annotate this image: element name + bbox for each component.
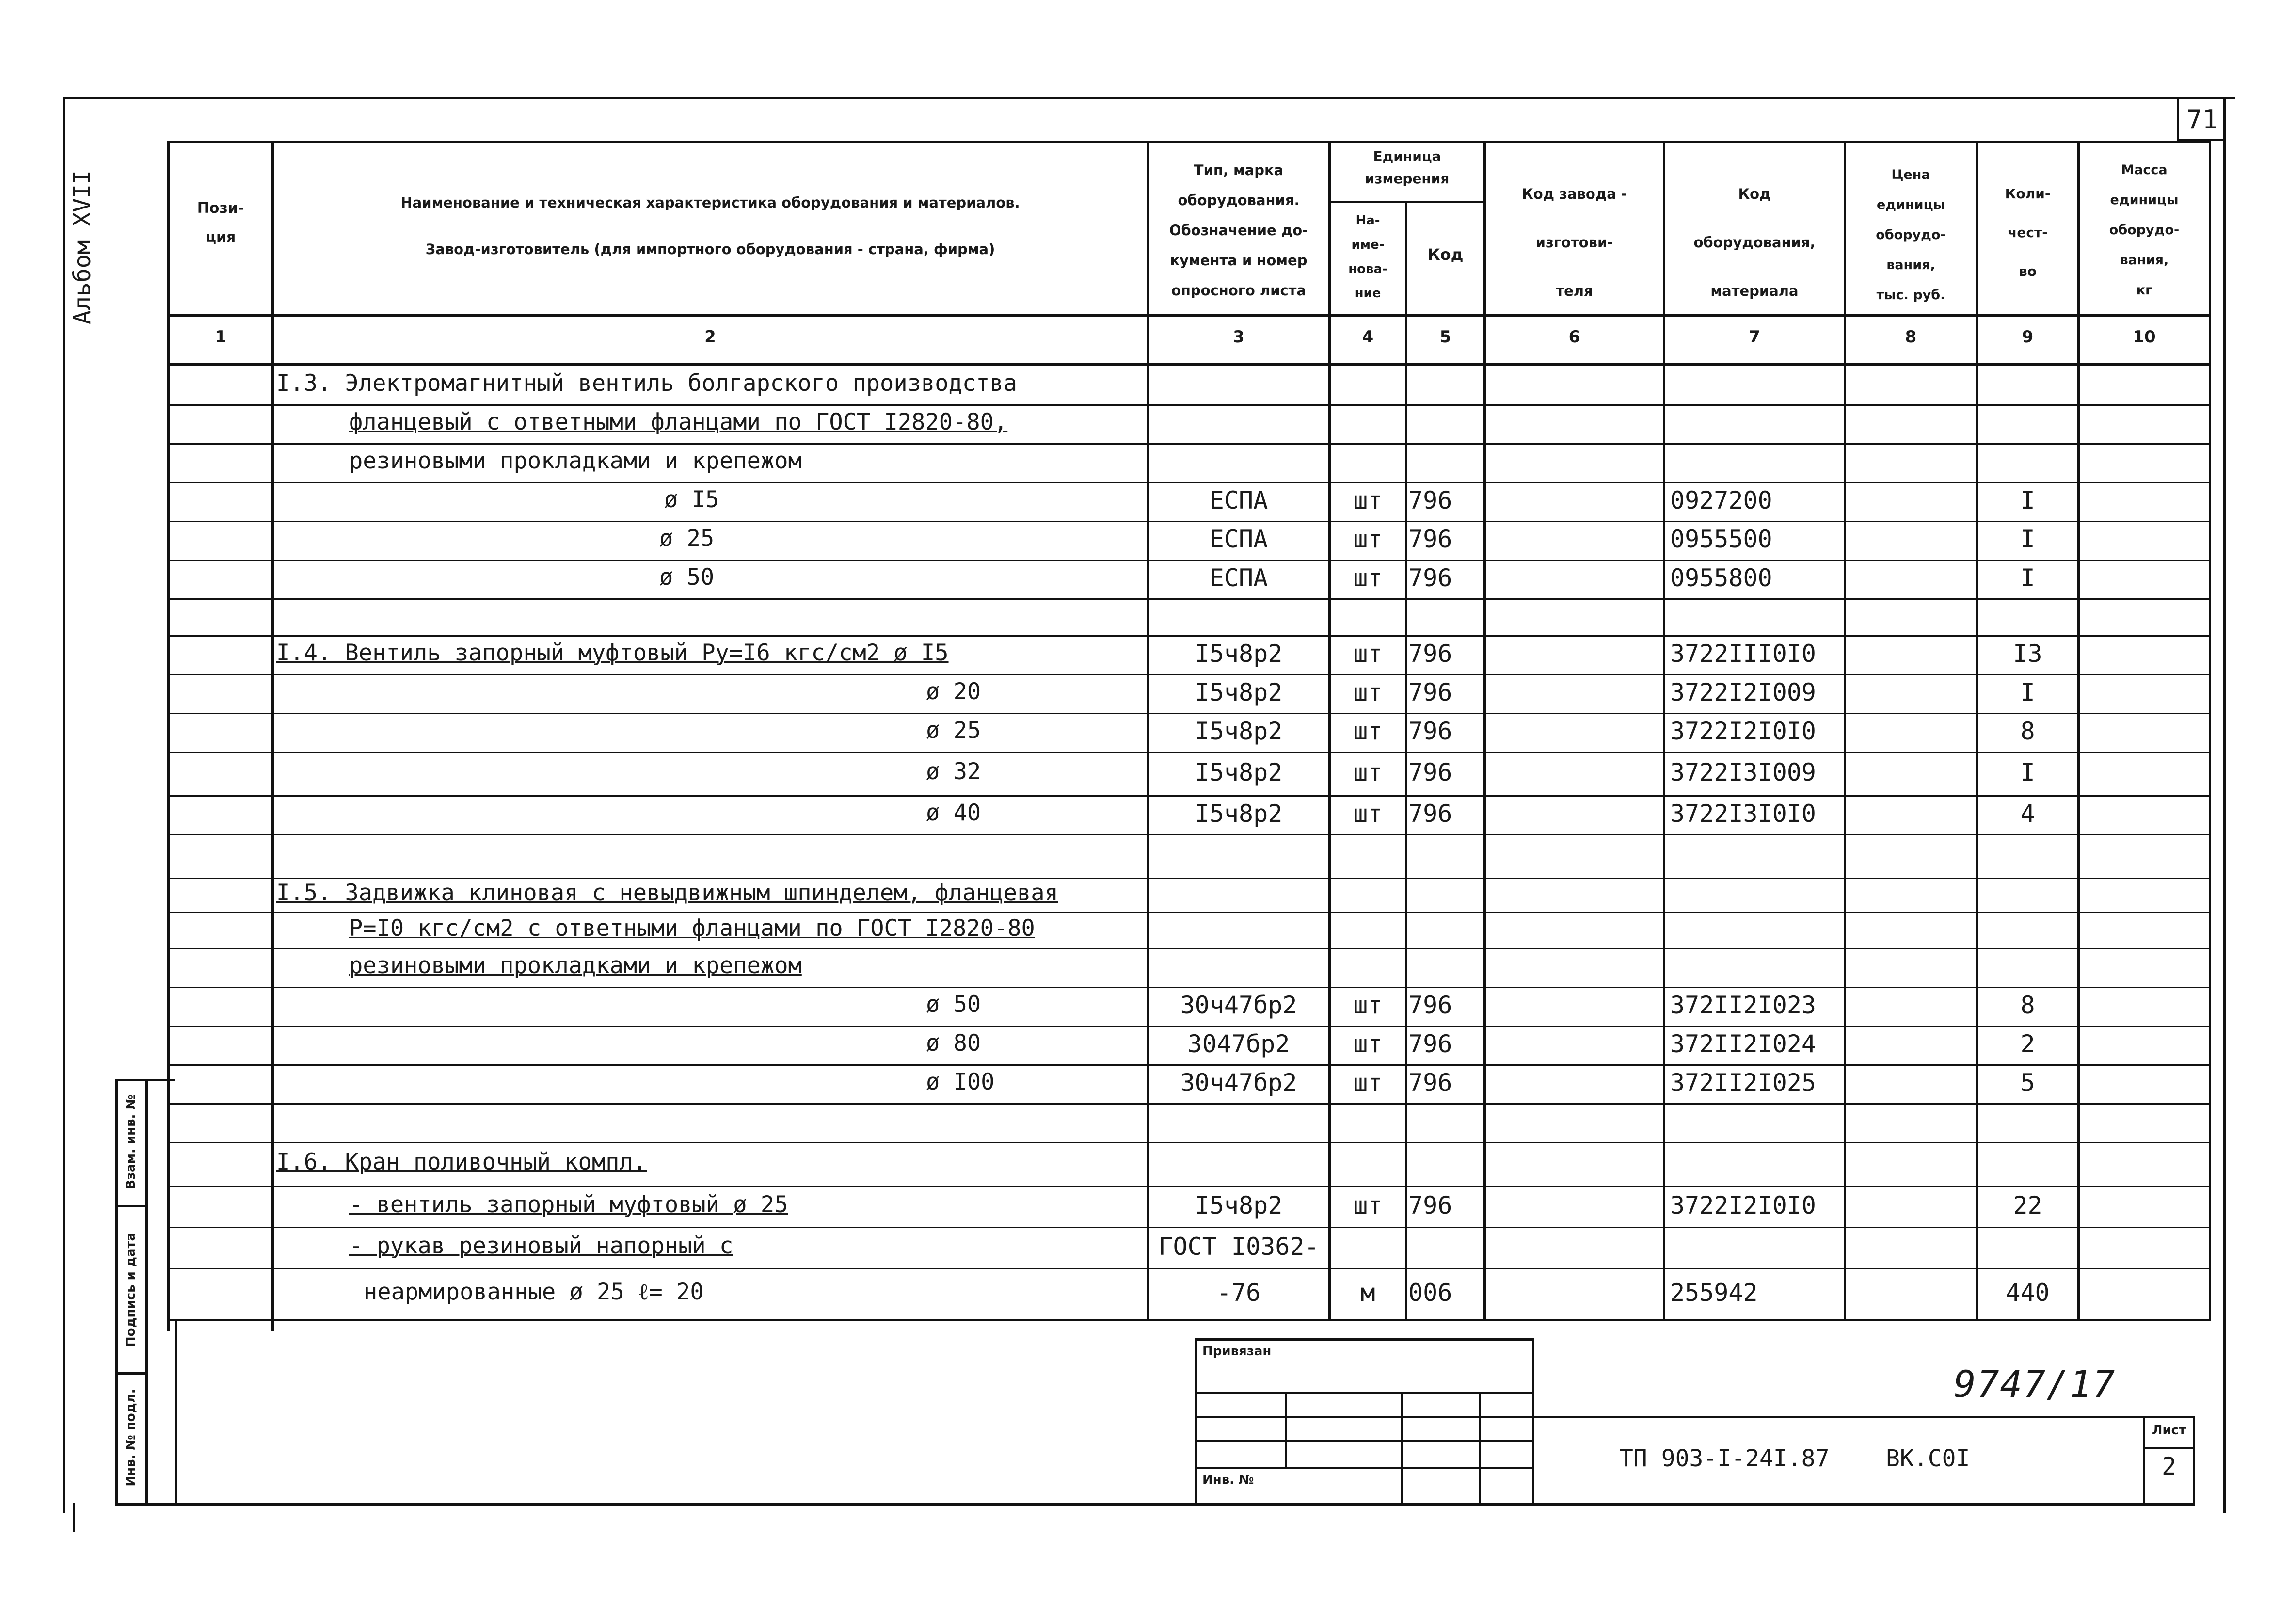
col-line-5 <box>1483 141 1486 1321</box>
stamp-box-row1 <box>1195 1392 1534 1394</box>
row-separator <box>167 834 2211 835</box>
row-unit-name: шт <box>1353 640 1383 668</box>
row-equipment-code: 3722I2I0I0 <box>1670 717 1817 745</box>
row-description: I.6. Кран поливочный компл. <box>276 1149 647 1175</box>
row-separator <box>167 948 2211 949</box>
row-description: ø 80 <box>926 1030 981 1057</box>
row-type-mark: I5ч8р2 <box>1195 717 1283 745</box>
row-separator <box>167 560 2211 561</box>
row-separator <box>167 1186 2211 1187</box>
header-equipment-code: Код оборудования, материала <box>1693 186 1816 299</box>
header-name: Наименование и техническая характеристика оборудования и материалов. Завод-изготовитель (для импортного оборудования - страна, фирма) <box>400 194 1020 257</box>
side-label-inv-original: Инв. № подл. <box>124 1389 138 1487</box>
table-top-line <box>167 141 2211 143</box>
row-separator <box>167 521 2211 522</box>
row-quantity: 22 <box>2013 1191 2042 1219</box>
row-unit-name: шт <box>1353 678 1383 706</box>
row-unit-code: 796 <box>1408 1030 1452 1058</box>
stamp-box-top <box>1195 1338 1534 1341</box>
outer-frame-right <box>2223 97 2226 1513</box>
row-quantity: I3 <box>2013 640 2042 668</box>
colnum-bottom-line <box>167 363 2211 366</box>
header-bottom-line <box>167 314 2211 317</box>
col-line-1 <box>271 141 274 1331</box>
row-separator <box>167 443 2211 445</box>
row-quantity: 440 <box>2006 1278 2050 1307</box>
stamp-box-col3 <box>1479 1392 1481 1506</box>
col-line-6 <box>1663 141 1665 1321</box>
row-separator <box>167 1026 2211 1027</box>
frame-left-tail <box>73 1503 75 1532</box>
row-separator <box>167 1268 2211 1269</box>
row-equipment-code: 3722I2I009 <box>1670 678 1817 706</box>
row-equipment-code: 372II2I025 <box>1670 1069 1817 1097</box>
row-separator <box>167 404 2211 406</box>
row-description: ø 25 <box>659 525 715 552</box>
row-type-mark: 30ч47бр2 <box>1180 991 1297 1019</box>
row-type-mark: I5ч8р2 <box>1195 800 1283 828</box>
row-quantity: 8 <box>2020 717 2035 745</box>
row-unit-code: 796 <box>1408 525 1452 553</box>
row-description: I.5. Задвижка клиновая с невыдвижным шпинделем, фланцевая <box>276 880 1058 906</box>
row-separator <box>167 878 2211 879</box>
side-strip-right <box>145 1079 148 1506</box>
row-type-mark: ЕСПА <box>1209 525 1268 553</box>
row-description: ø 40 <box>926 800 981 826</box>
row-quantity: 8 <box>2020 991 2035 1019</box>
column-number: 4 <box>1362 327 1374 347</box>
row-type-mark: I5ч8р2 <box>1195 678 1283 706</box>
column-number: 5 <box>1439 327 1451 347</box>
row-unit-name: шт <box>1353 991 1383 1019</box>
row-unit-name: шт <box>1353 1069 1383 1097</box>
stamp-linked-label: Привязан <box>1202 1344 1272 1359</box>
column-number: 10 <box>2133 327 2156 347</box>
row-description: резиновыми прокладками и крепежом <box>349 448 802 474</box>
row-unit-name: шт <box>1353 758 1383 786</box>
row-quantity: I <box>2020 564 2035 592</box>
header-quantity: Коли- чест- во <box>2005 186 2051 279</box>
row-separator <box>167 635 2211 637</box>
row-description: фланцевый с ответными фланцами по ГОСТ I2820-80, <box>349 409 1008 435</box>
stamp-box-col1 <box>1285 1392 1287 1467</box>
stamp-box-row3 <box>1195 1440 1534 1442</box>
row-separator <box>167 1064 2211 1066</box>
row-separator <box>167 1142 2211 1143</box>
row-description: - рукав резиновый напорный с <box>349 1232 733 1259</box>
side-label-signature-date: Подпись и дата <box>124 1232 138 1347</box>
row-unit-code: 796 <box>1408 564 1452 592</box>
header-type: Тип, марка оборудования. Обозначение до- кумента и номер опросного листа <box>1169 162 1308 299</box>
row-type-mark: ГОСТ I0362- <box>1158 1232 1319 1261</box>
row-unit-code: 796 <box>1408 1069 1452 1097</box>
side-label-replaces-inv: Взам. инв. № <box>124 1094 138 1189</box>
column-number: 6 <box>1568 327 1580 347</box>
row-separator <box>167 1227 2211 1228</box>
row-unit-code: 796 <box>1408 758 1452 786</box>
outer-frame-top <box>63 97 2235 99</box>
row-unit-name: шт <box>1353 525 1383 553</box>
row-description: Р=I0 кгс/см2 с ответными фланцами по ГОСТ I2820-80 <box>349 914 1035 942</box>
stamp-box-row2 <box>1195 1416 1534 1418</box>
row-description: - вентиль запорный муфтовый ø 25 <box>349 1191 788 1218</box>
row-equipment-code: 372II2I024 <box>1670 1030 1817 1058</box>
side-strip-div1 <box>115 1205 148 1207</box>
row-description: ø 32 <box>926 758 981 785</box>
header-mass: Масса единицы оборудо- вания, кг <box>2109 162 2180 298</box>
row-unit-code: 796 <box>1408 486 1452 514</box>
row-equipment-code: 3722I3I0I0 <box>1670 800 1817 828</box>
row-unit-name: шт <box>1353 1030 1383 1058</box>
col-line-4 <box>1405 201 1407 1321</box>
row-separator <box>167 795 2211 797</box>
sheet-corner-number: 71 <box>2186 104 2218 135</box>
stamp-box-row4 <box>1195 1467 1534 1469</box>
row-type-mark: I5ч8р2 <box>1195 1191 1283 1219</box>
header-maker-code: Код завода - изготови- теля <box>1522 186 1627 299</box>
title-block-top <box>1532 1416 2194 1418</box>
header-price: Цена единицы оборудо- вания, тыс. руб. <box>1876 167 1946 303</box>
row-description: I.3. Электромагнитный вентиль болгарского производства <box>276 370 1018 397</box>
row-unit-code: 796 <box>1408 1191 1452 1219</box>
row-unit-name: шт <box>1353 717 1383 745</box>
stamp-box-col2 <box>1401 1392 1403 1506</box>
row-type-mark: I5ч8р2 <box>1195 640 1283 668</box>
col-line-9 <box>2077 141 2080 1321</box>
row-unit-code: 006 <box>1408 1278 1452 1307</box>
row-unit-name: шт <box>1353 800 1383 828</box>
header-unit-group: Единица измерения <box>1365 148 1450 187</box>
row-separator <box>167 1103 2211 1105</box>
title-block-sheet-mid <box>2143 1447 2194 1449</box>
row-separator <box>167 752 2211 753</box>
row-type-mark: -76 <box>1216 1278 1261 1307</box>
row-type-mark: ЕСПА <box>1209 486 1268 514</box>
row-description: ø I5 <box>664 486 719 513</box>
row-description: I.4. Вентиль запорный муфтовый Ру=I6 кгс/см2 ø I5 <box>276 640 949 666</box>
row-type-mark: ЕСПА <box>1209 564 1268 592</box>
sheet-label: Лист <box>2152 1423 2186 1438</box>
sheet-number: 2 <box>2161 1452 2177 1480</box>
row-description: ø 50 <box>926 991 981 1018</box>
row-equipment-code: 0927200 <box>1670 486 1772 514</box>
row-type-mark: I5ч8р2 <box>1195 758 1283 786</box>
outer-frame-left <box>63 97 65 1513</box>
row-type-mark: 30ч47бр2 <box>1180 1069 1297 1097</box>
row-separator <box>167 912 2211 913</box>
row-unit-name: шт <box>1353 564 1383 592</box>
row-quantity: 2 <box>2020 1030 2035 1058</box>
row-description: ø 50 <box>659 564 715 591</box>
doc-code: ТП 903-I-24I.87 <box>1619 1445 1830 1472</box>
row-quantity: I <box>2020 678 2035 706</box>
handwritten-number: 9747/17 <box>1954 1363 2116 1406</box>
row-unit-code: 796 <box>1408 991 1452 1019</box>
row-unit-code: 796 <box>1408 678 1452 706</box>
row-equipment-code: 3722I3I009 <box>1670 758 1817 786</box>
row-separator <box>167 987 2211 988</box>
col-line-0 <box>167 141 170 1331</box>
stamp-inv-label: Инв. № <box>1202 1473 1254 1487</box>
row-unit-name: шт <box>1353 1191 1383 1219</box>
row-separator <box>167 674 2211 675</box>
row-equipment-code: 0955800 <box>1670 564 1772 592</box>
col-line-10 <box>2209 141 2211 1321</box>
col-line-7 <box>1844 141 1846 1321</box>
row-type-mark: 3047бр2 <box>1187 1030 1290 1058</box>
header-unit-name: На- име- нова- ние <box>1348 213 1387 301</box>
row-quantity: I <box>2020 758 2035 786</box>
row-unit-code: 796 <box>1408 717 1452 745</box>
row-quantity: 5 <box>2020 1069 2035 1097</box>
row-equipment-code: 3722III0I0 <box>1670 640 1817 668</box>
bottom-frame-line <box>115 1503 2195 1506</box>
stamp-box-right <box>1532 1338 1534 1506</box>
header-unit-code: Код <box>1427 245 1464 264</box>
column-number: 7 <box>1749 327 1760 347</box>
column-number: 3 <box>1233 327 1244 347</box>
row-description: ø 25 <box>926 717 981 744</box>
row-quantity: I <box>2020 525 2035 553</box>
row-unit-code: 796 <box>1408 640 1452 668</box>
row-quantity: I <box>2020 486 2035 514</box>
doc-mark: ВК.С0I <box>1886 1445 1970 1472</box>
row-separator <box>167 598 2211 600</box>
row-equipment-code: 255942 <box>1670 1278 1758 1307</box>
row-unit-code: 796 <box>1408 800 1452 828</box>
column-number: 2 <box>704 327 716 347</box>
stamp-box-left <box>1195 1338 1197 1506</box>
header-position: Пози- ция <box>197 200 244 246</box>
bottom-frame-left-part <box>175 1321 177 1506</box>
album-label: Альбом XVII <box>69 170 96 324</box>
column-number: 8 <box>1905 327 1917 347</box>
row-separator <box>167 1319 2211 1320</box>
row-equipment-code: 3722I2I0I0 <box>1670 1191 1817 1219</box>
row-separator <box>167 713 2211 714</box>
column-number: 1 <box>215 327 226 347</box>
column-number: 9 <box>2022 327 2034 347</box>
row-equipment-code: 372II2I023 <box>1670 991 1817 1019</box>
row-equipment-code: 0955500 <box>1670 525 1772 553</box>
row-description: ø I00 <box>926 1069 995 1095</box>
corner-box-left <box>2177 97 2179 141</box>
side-strip-right-ext <box>145 1079 175 1081</box>
side-strip-left <box>115 1079 118 1506</box>
row-separator <box>167 482 2211 483</box>
row-quantity: 4 <box>2020 800 2035 828</box>
row-unit-name: шт <box>1353 486 1383 514</box>
row-description: резиновыми прокладками и крепежом <box>349 952 802 979</box>
row-description: неармированные ø 25 ℓ= 20 <box>364 1278 704 1305</box>
title-block-sheet-left <box>2143 1416 2145 1506</box>
title-block-right <box>2193 1416 2195 1506</box>
row-description: ø 20 <box>926 678 981 705</box>
row-unit-name: м <box>1360 1278 1375 1307</box>
